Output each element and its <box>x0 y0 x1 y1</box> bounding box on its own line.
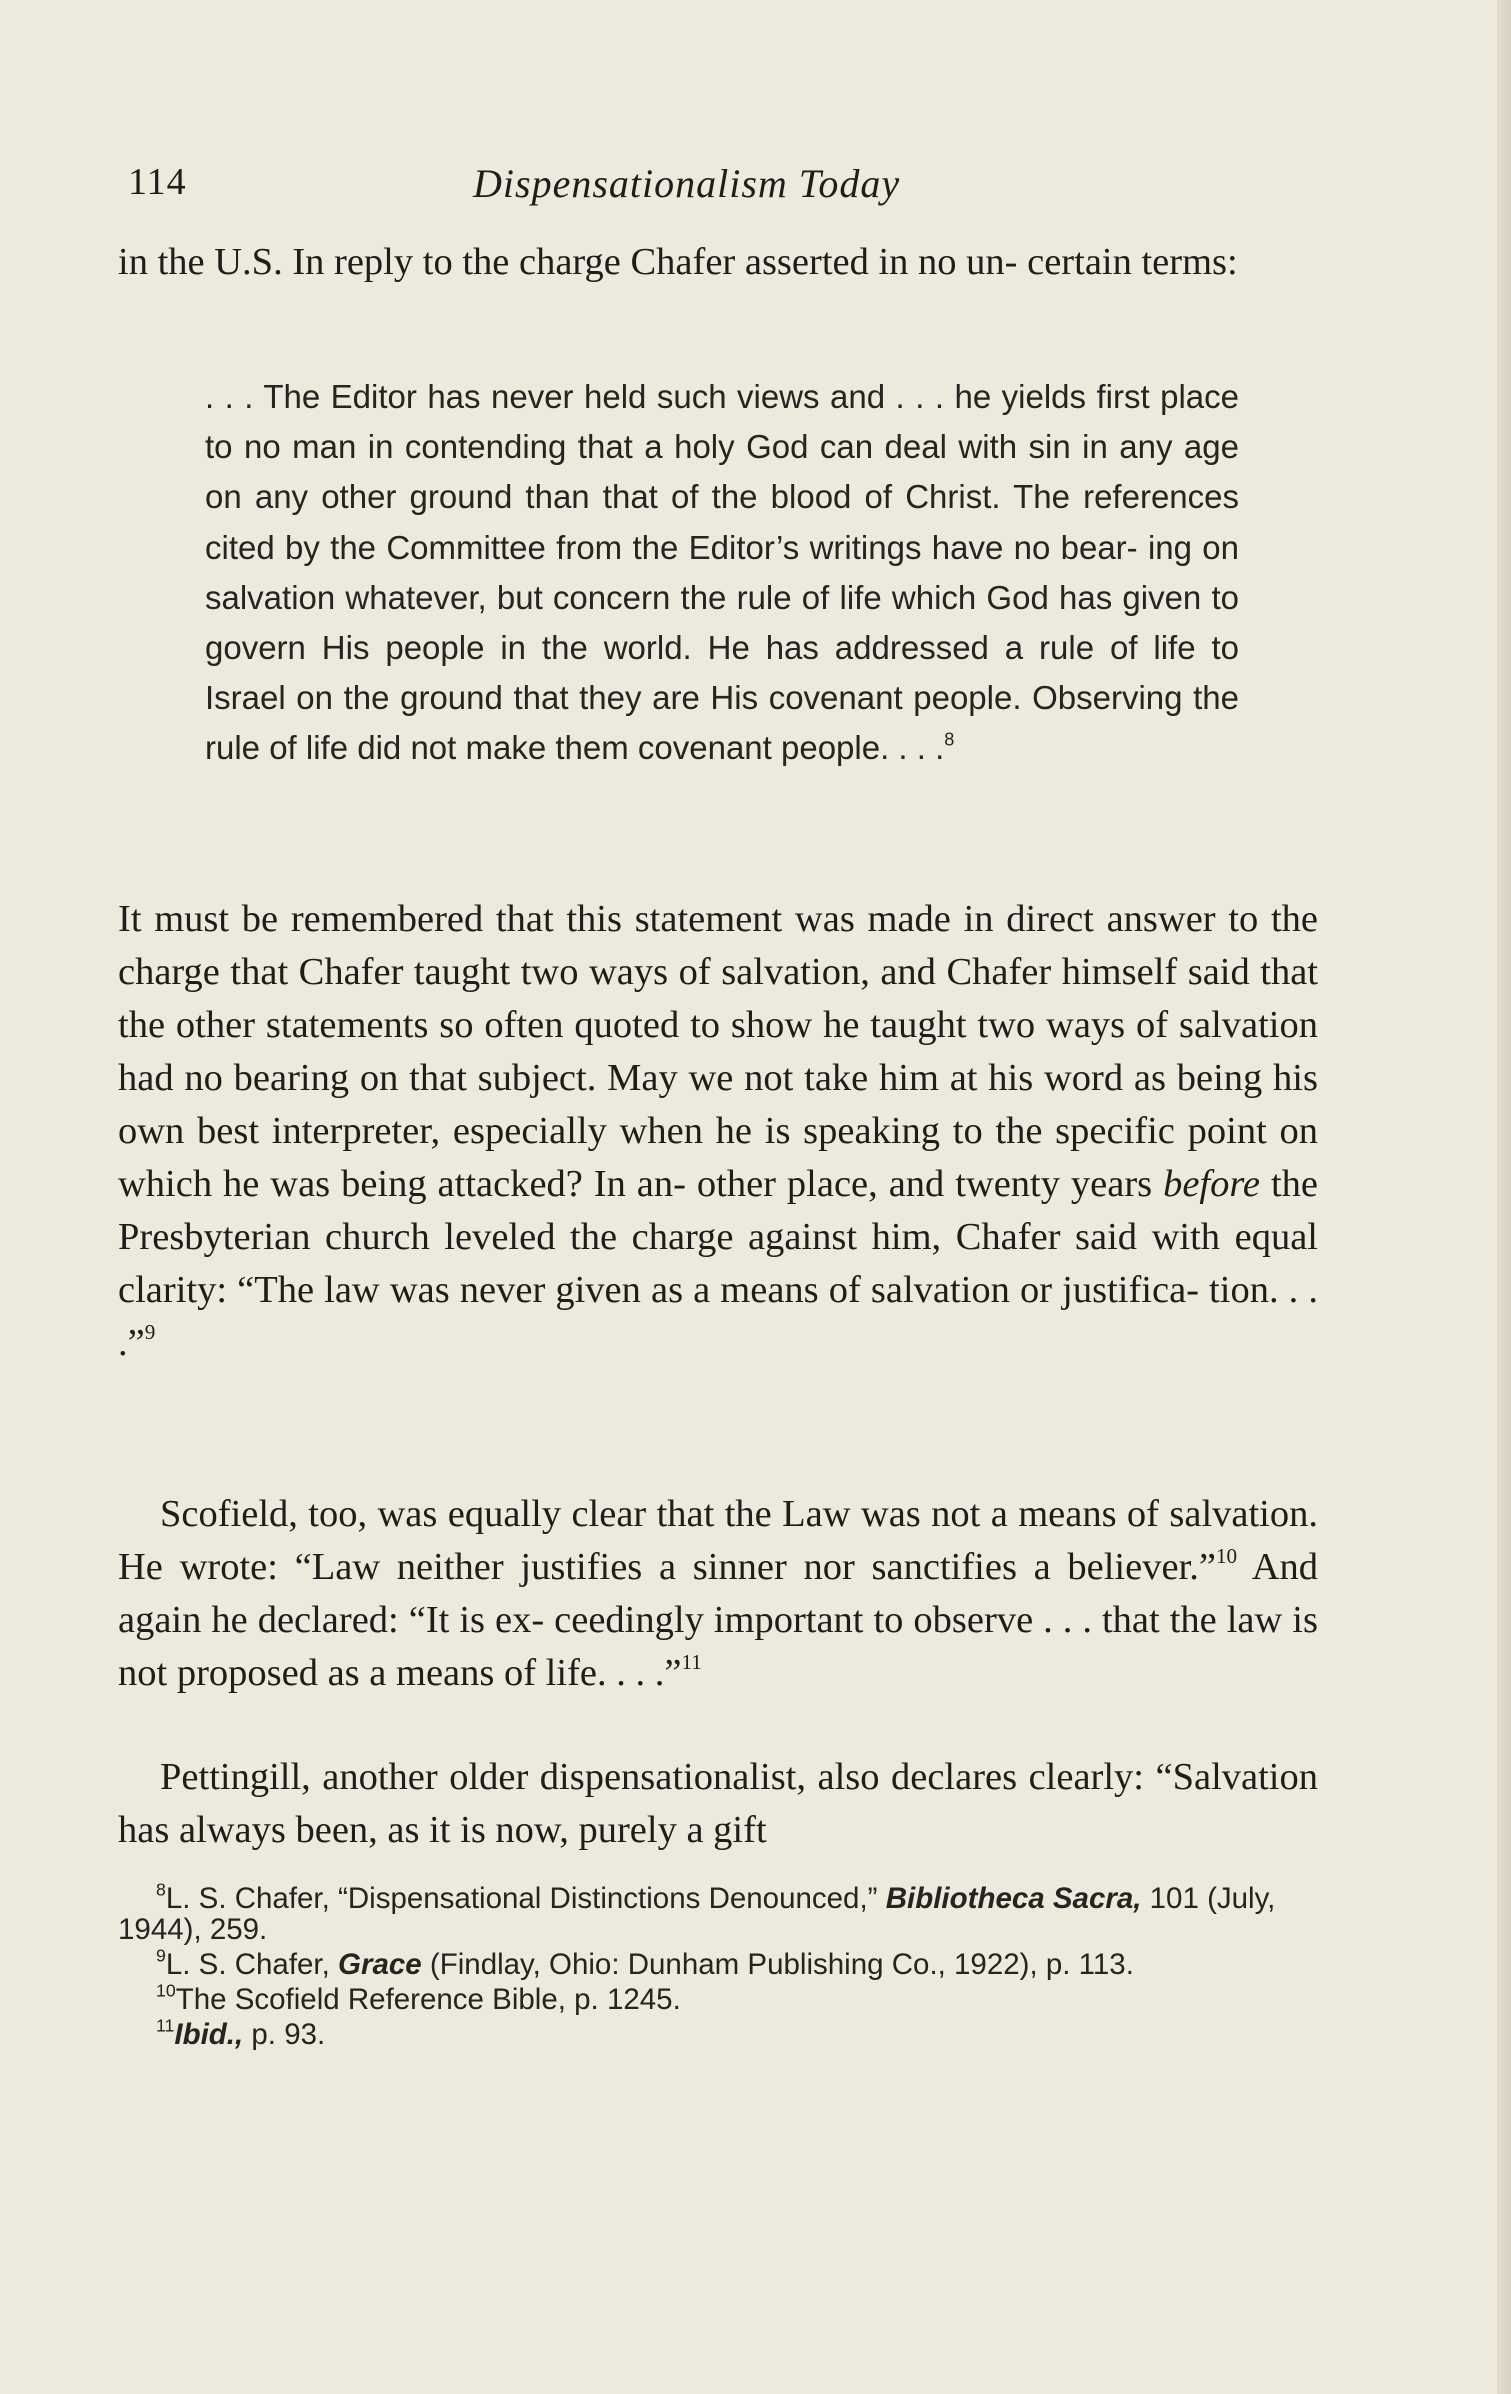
footnote-8 <box>118 1879 1328 1946</box>
footnote-ref-9: 9 <box>144 1320 156 1345</box>
footnote-10 <box>118 1980 1328 2016</box>
footnote-ref-8: 8 <box>944 729 955 750</box>
running-header <box>118 160 1318 220</box>
paragraph-3-text-a: Scofield, too, was equally clear that the Law was not a means of salvation. He wrote: “Law neither justifies a sinner nor sanctifies a believer.” <box>118 1493 1318 1588</box>
paragraph-2-emphasis: before <box>1163 1163 1261 1205</box>
footnote-text: L. S. Chafer, <box>165 1948 339 1981</box>
footnote-9 <box>118 1945 1328 1981</box>
block-quote-text: . . . The Editor has never held such views and . . . he yields first place to no man in contending that a holy God can deal with sin in any age on any other ground than that of the blood of Christ. The references cited by the Committee from the Editor’s writings have no bear- ing on salvation whatever, but concern the rule of life which God has given to govern His people in the world. He has addressed a rule of life to Israel on the ground that they are His covenant people. Observing the rule of life did not make them covenant people. . . . <box>205 378 1239 767</box>
footnote-text: (Findlay, Ohio: Dunham Publishing Co., 1922), p. 113. <box>421 1948 1134 1981</box>
paragraph-2-text-b: the Presbyterian church leveled the charge against him, Chafer said with equal clarity: “The law was never given as a means of salvation or justifica- tion. . . .” <box>118 1163 1318 1364</box>
footnote-ref-11: 11 <box>681 1650 702 1675</box>
footnote-title: Bibliotheca Sacra, <box>885 1882 1142 1915</box>
footnotes <box>118 1879 1328 2054</box>
footnote-title: Grace <box>338 1948 422 1981</box>
paragraph-4: Pettingill, another older dispensationalist, also declares clearly: “Salvation has always been, as it is now, purely a gift <box>118 1756 1318 1851</box>
page-edge <box>1497 0 1511 2394</box>
footnote-number: 10 <box>156 1980 176 2001</box>
footnote-text: 101 (July, 1944), 259. <box>118 1882 1276 1946</box>
footnote-number: 8 <box>156 1879 166 1900</box>
footnote-number: 11 <box>156 2015 175 2036</box>
paragraph-2 <box>118 893 1318 1370</box>
paragraph-3 <box>118 1488 1318 1700</box>
footnote-11 <box>118 2015 1328 2051</box>
paragraph-1: in the U.S. In reply to the charge Chafer asserted in no un- certain terms: <box>118 241 1238 283</box>
paragraph-3-text-b: And again he declared: “It is ex- ceedingly important to observe . . . that the law is not proposed as a means of life. . . .” <box>118 1546 1318 1694</box>
footnote-text: The Scofield Reference Bible, p. 1245. <box>175 1983 681 2016</box>
running-title: Dispensationalism Today <box>473 161 901 206</box>
footnote-ref-10: 10 <box>1215 1544 1238 1569</box>
footnote-text: p. 93. <box>243 2018 326 2051</box>
block-quote <box>205 372 1239 774</box>
footnote-title: Ibid., <box>174 2018 244 2051</box>
paragraph-2-text-a: It must be remembered that this statement was made in direct answer to the charge that Chafer taught two ways of salvation, and Chafer himself said that the other statements so often quoted to show he taught two ways of salvation had no bearing on that subject. May we not take him at his word as being his own best interpreter, especially when he is speaking to the specific point on which he was being attacked? In an- other place, and twenty years <box>118 898 1318 1205</box>
page-number: 114 <box>128 161 187 203</box>
footnote-number: 9 <box>156 1945 166 1966</box>
footnote-text: L. S. Chafer, “Dispensational Distinctions Denounced,” <box>165 1882 886 1915</box>
